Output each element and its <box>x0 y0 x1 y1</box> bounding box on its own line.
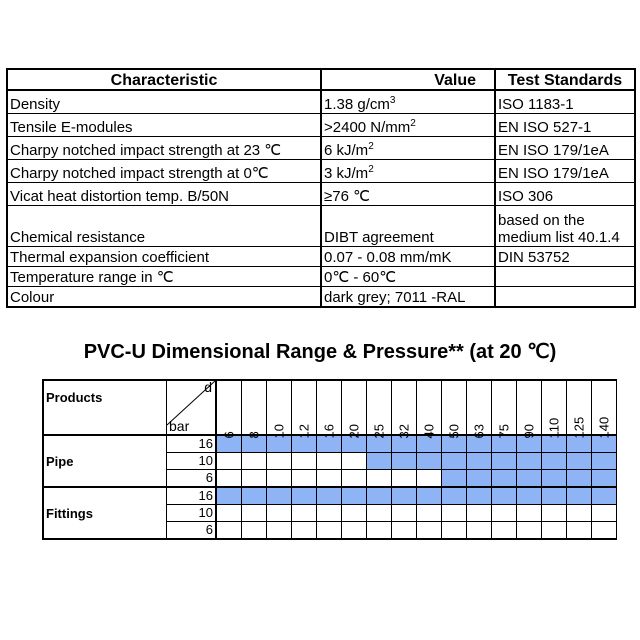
availability-cell-available <box>517 487 542 505</box>
property-value-cell <box>321 137 495 160</box>
property-standard: EN ISO 179/1eA <box>495 137 635 160</box>
availability-cell-empty <box>517 522 542 540</box>
availability-cell-available <box>592 487 617 505</box>
availability-cell-empty <box>542 522 567 540</box>
availability-cell-empty <box>317 505 342 522</box>
availability-cell-empty <box>592 522 617 540</box>
availability-cell-empty <box>392 522 417 540</box>
property-standard <box>495 267 635 287</box>
diameter-header <box>342 380 367 439</box>
availability-cell-empty <box>417 505 442 522</box>
property-standard: EN ISO 179/1eA <box>495 160 635 183</box>
pressure-bar-value: 6 <box>167 522 217 540</box>
property-value-superscript: 3 <box>389 95 396 106</box>
property-row <box>7 267 635 287</box>
availability-cell-available <box>417 453 442 470</box>
property-value: 0℃ - 60℃ <box>324 269 397 286</box>
availability-cell-empty <box>517 505 542 522</box>
availability-cell-empty <box>292 522 317 540</box>
availability-cell-empty <box>267 453 292 470</box>
diameter-header <box>442 380 467 439</box>
availability-cell-available <box>517 453 542 470</box>
availability-cell-empty <box>492 505 517 522</box>
property-value: ≥76 ℃ <box>324 188 370 205</box>
availability-cell-empty <box>342 505 367 522</box>
diameter-label: 40 <box>421 424 437 439</box>
availability-cell-empty <box>267 522 292 540</box>
diameter-label: 63 <box>471 424 487 439</box>
availability-cell-available <box>342 487 367 505</box>
property-row <box>7 287 635 308</box>
availability-cell-empty <box>367 522 392 540</box>
availability-cell-empty <box>442 505 467 522</box>
availability-cell-available <box>442 487 467 505</box>
diameter-label: 16 <box>321 424 337 439</box>
availability-cell-empty <box>317 453 342 470</box>
diameter-header <box>367 380 392 439</box>
availability-cell-empty <box>592 505 617 522</box>
property-row <box>7 160 635 183</box>
property-row <box>7 183 635 206</box>
availability-cell-empty <box>367 470 392 488</box>
availability-cell-available <box>567 453 592 470</box>
property-value-superscript: 2 <box>410 118 416 129</box>
property-value-cell <box>321 183 495 206</box>
availability-cell-available <box>542 470 567 488</box>
availability-cell-available <box>267 487 292 505</box>
pressure-bar-value: 16 <box>167 487 217 505</box>
availability-cell-available <box>492 470 517 488</box>
availability-cell-empty <box>467 505 492 522</box>
availability-cell-available <box>442 453 467 470</box>
header-value: Value <box>321 69 495 90</box>
dimensional-range-wrapper <box>42 379 618 537</box>
diameter-label: 25 <box>371 424 387 439</box>
availability-cell-available <box>517 470 542 488</box>
availability-cell-available <box>592 470 617 488</box>
property-row <box>7 137 635 160</box>
bar-label: bar <box>169 418 190 434</box>
availability-cell-empty <box>542 505 567 522</box>
property-standard: ISO 306 <box>495 183 635 206</box>
availability-cell-available <box>467 470 492 488</box>
availability-cell-available <box>317 487 342 505</box>
diameter-label: 140 <box>596 416 612 439</box>
availability-cell-available <box>417 487 442 505</box>
property-characteristic: Tensile E-modules <box>7 114 321 137</box>
property-characteristic: Temperature range in ℃ <box>7 267 321 287</box>
diameter-label: 50 <box>446 424 462 439</box>
diameter-label: 10 <box>271 424 287 439</box>
availability-cell-empty <box>242 470 267 488</box>
availability-cell-empty <box>392 505 417 522</box>
availability-cell-available <box>392 487 417 505</box>
pressure-bar-value: 16 <box>167 435 217 453</box>
diameter-header <box>467 380 492 439</box>
property-characteristic: Thermal expansion coefficient <box>7 247 321 267</box>
property-row <box>7 247 635 267</box>
availability-cell-available <box>242 487 267 505</box>
pressure-row <box>43 487 617 505</box>
diameter-label: 75 <box>496 424 512 439</box>
diameter-label: 12 <box>296 424 312 439</box>
property-standard: DIN 53752 <box>495 247 635 267</box>
availability-cell-empty <box>417 470 442 488</box>
availability-cell-empty <box>467 522 492 540</box>
property-value-cell <box>321 247 495 267</box>
property-value: 0.07 - 0.08 mm/mK <box>324 249 452 266</box>
property-value-superscript: 2 <box>368 141 374 152</box>
property-standard: EN ISO 527-1 <box>495 114 635 137</box>
dimensional-range-title: PVC-U Dimensional Range & Pressure** (at 20 ℃) <box>83 341 557 363</box>
diameter-label: 8 <box>246 431 262 439</box>
diameter-header <box>592 380 617 439</box>
availability-cell-available <box>467 487 492 505</box>
header-characteristic: Characteristic <box>7 69 321 90</box>
property-row <box>7 206 635 247</box>
dimensional-range-table <box>42 379 617 540</box>
availability-cell-available <box>542 453 567 470</box>
products-header: Products <box>43 380 167 435</box>
diameter-header <box>417 380 442 439</box>
pressure-bar-value: 10 <box>167 453 217 470</box>
availability-cell-available <box>592 453 617 470</box>
property-characteristic: Charpy notched impact strength at 0℃ <box>7 160 321 183</box>
property-value-cell <box>321 267 495 287</box>
diameter-header-row <box>43 380 617 435</box>
availability-cell-empty <box>292 470 317 488</box>
product-name: Fittings <box>43 487 167 539</box>
availability-cell-available <box>292 487 317 505</box>
availability-cell-empty <box>417 522 442 540</box>
availability-cell-available <box>492 487 517 505</box>
properties-table <box>6 68 636 308</box>
availability-cell-empty <box>216 453 242 470</box>
property-value: DIBT agreement <box>324 229 434 246</box>
availability-cell-empty <box>492 522 517 540</box>
property-value-superscript: 2 <box>368 164 374 175</box>
property-value-cell <box>321 90 495 114</box>
availability-cell-available <box>442 470 467 488</box>
availability-cell-empty <box>216 522 242 540</box>
diameter-header <box>216 380 242 439</box>
product-name: Pipe <box>43 435 167 487</box>
diameter-header <box>542 380 567 439</box>
property-value: 3 kJ/m <box>324 165 369 182</box>
diameter-header <box>317 380 342 439</box>
property-value-cell <box>321 160 495 183</box>
availability-cell-empty <box>317 470 342 488</box>
diameter-header <box>292 380 317 439</box>
property-value-cell <box>321 206 495 247</box>
availability-cell-available <box>492 453 517 470</box>
property-row <box>7 90 635 114</box>
property-value: 1.38 g/cm <box>324 96 390 113</box>
availability-cell-empty <box>367 505 392 522</box>
property-standard <box>495 287 635 308</box>
availability-cell-empty <box>317 522 342 540</box>
d-label: d <box>204 379 212 395</box>
availability-cell-empty <box>342 453 367 470</box>
property-characteristic: Charpy notched impact strength at 23 ℃ <box>7 137 321 160</box>
property-value: dark grey; 7011 -RAL <box>324 289 466 306</box>
diameter-label: 110 <box>546 417 562 439</box>
property-value-cell <box>321 287 495 308</box>
property-characteristic: Chemical resistance <box>7 206 321 247</box>
pressure-bar-value: 6 <box>167 470 217 488</box>
availability-cell-empty <box>267 470 292 488</box>
availability-cell-available <box>467 453 492 470</box>
diameter-header <box>267 380 292 439</box>
availability-cell-empty <box>567 505 592 522</box>
availability-cell-empty <box>216 505 242 522</box>
pressure-bar-value: 10 <box>167 505 217 522</box>
availability-cell-empty <box>442 522 467 540</box>
diameter-header <box>242 380 267 439</box>
availability-cell-empty <box>216 470 242 488</box>
diameter-label: 20 <box>346 424 362 439</box>
property-row <box>7 114 635 137</box>
diameter-header <box>492 380 517 439</box>
diameter-header <box>392 380 417 439</box>
properties-header-row <box>7 69 635 90</box>
diameter-label: 90 <box>521 424 537 439</box>
availability-cell-empty <box>267 505 292 522</box>
availability-cell-empty <box>342 522 367 540</box>
availability-cell-empty <box>242 505 267 522</box>
availability-cell-empty <box>342 470 367 488</box>
availability-cell-available <box>216 487 242 505</box>
diameter-label: 32 <box>396 424 412 439</box>
diameter-label: 125 <box>571 416 587 439</box>
availability-cell-empty <box>292 453 317 470</box>
availability-cell-available <box>567 487 592 505</box>
property-standard: based on the medium list 40.1.4 <box>495 206 635 247</box>
availability-cell-empty <box>242 522 267 540</box>
diameter-header <box>517 380 542 439</box>
property-value: 6 kJ/m <box>324 142 369 159</box>
availability-cell-empty <box>242 453 267 470</box>
availability-cell-available <box>542 487 567 505</box>
availability-cell-available <box>567 470 592 488</box>
availability-cell-empty <box>292 505 317 522</box>
property-standard: ISO 1183-1 <box>495 90 635 114</box>
property-characteristic: Colour <box>7 287 321 308</box>
availability-cell-empty <box>392 470 417 488</box>
header-test-standards: Test Standards <box>495 69 635 90</box>
availability-cell-available <box>367 487 392 505</box>
diameter-header <box>567 380 592 439</box>
property-characteristic: Vicat heat distortion temp. B/50N <box>7 183 321 206</box>
availability-cell-available <box>392 453 417 470</box>
property-value-cell <box>321 114 495 137</box>
d-bar-header <box>167 380 217 435</box>
availability-cell-available <box>367 453 392 470</box>
property-value: >2400 N/mm <box>324 119 411 136</box>
diameter-label: 6 <box>221 431 237 439</box>
property-characteristic: Density <box>7 90 321 114</box>
availability-cell-empty <box>567 522 592 540</box>
